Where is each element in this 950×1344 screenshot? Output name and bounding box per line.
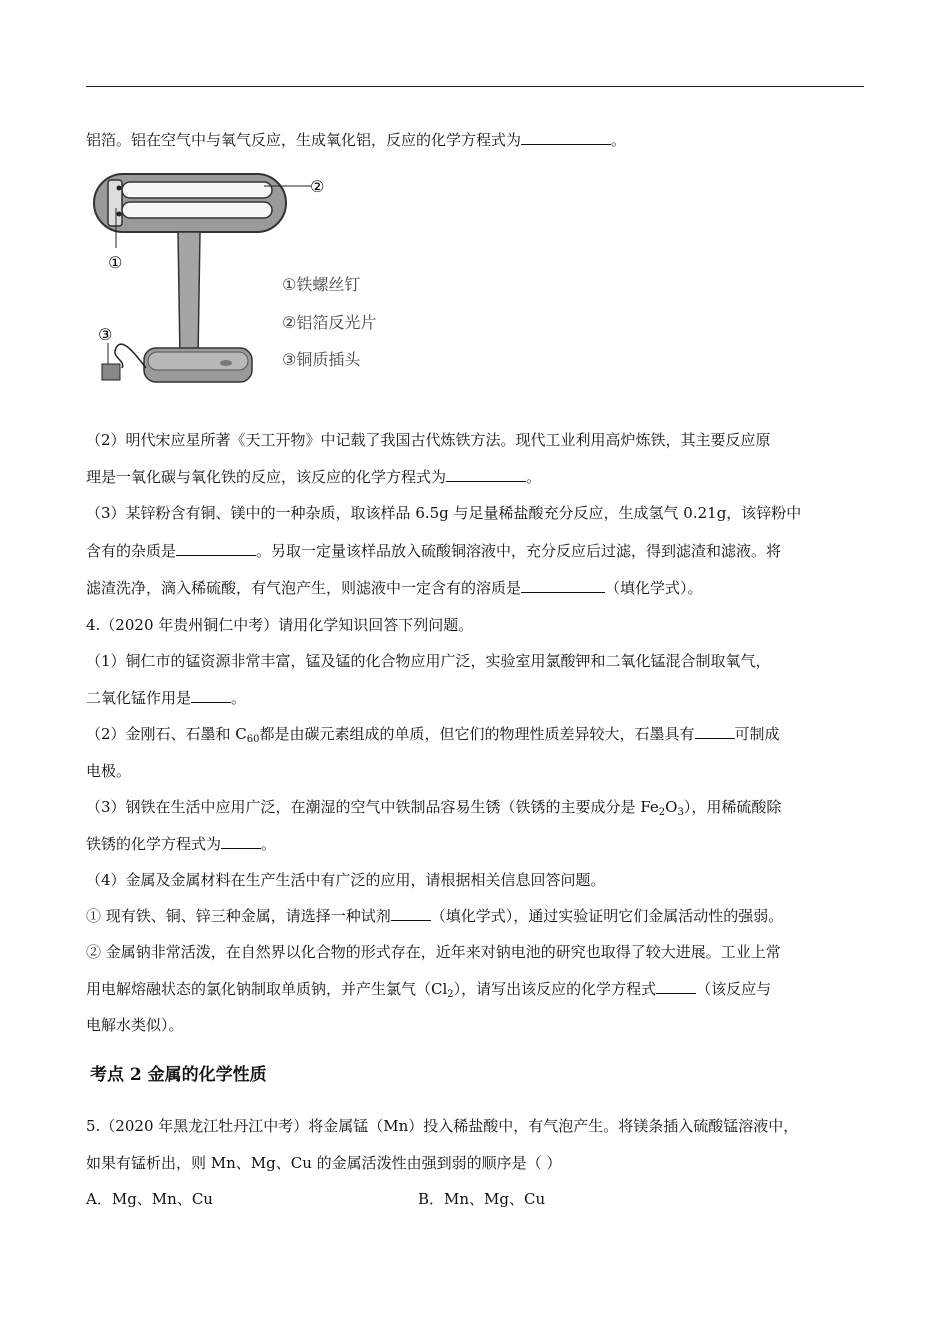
text-line: 铁锈的化学方程式为 。 <box>86 835 277 853</box>
answer-blank[interactable] <box>656 979 696 994</box>
text-line: 滤渣洗净，滴入稀硫酸，有气泡产生，则滤液中一定含有的溶质是 （填化学式）。 <box>86 579 703 597</box>
legend-1: ①铁螺丝钉 <box>282 275 361 294</box>
answer-blank[interactable] <box>521 130 611 145</box>
lamp-base-top <box>148 352 248 370</box>
screw <box>117 212 122 217</box>
answer-blank[interactable] <box>446 467 526 482</box>
text-line: 用电解熔融状态的氯化钠制取单质钠，并产生氯气$(Cl_2)$，请写出该反应的化学方程式 （该反应与 <box>86 980 772 1000</box>
text-line: 电解水类似）。 <box>86 1016 184 1034</box>
desk-lamp-figure <box>86 168 386 398</box>
text-line: （3）某锌粉含有铜、镁中的一种杂质，取该样品 6.5g 与足量稀盐酸充分反应，生成氢气 0.21g，该锌粉中 <box>86 504 802 522</box>
text-line: （3）钢铁在生活中应用广泛，在潮湿的空气中铁制品容易生锈（铁锈的主要成分是 $Fe_2O_3$），用稀硫酸除 <box>86 798 782 818</box>
copper-plug <box>102 364 120 380</box>
question-4: 4.（2020 年贵州铜仁中考）请用化学知识回答下列问题。 <box>86 616 474 634</box>
text-line: （2）金刚石、石墨和 $C_{60}$都是由碳元素组成的单质，但它们的物理性质差异较大，石墨具有 可制成 <box>86 725 780 745</box>
answer-blank[interactable] <box>521 578 605 593</box>
text-line: ② 金属钠非常活泼，在自然界以化合物的形式存在，近年来对钠电池的研究也取得了较大进展。工业上常 <box>86 943 781 961</box>
option-a[interactable]: A．Mg、Mn、Cu <box>86 1190 213 1208</box>
tube-lower <box>122 202 272 218</box>
text-line: 二氧化锰作用是 。 <box>86 689 247 707</box>
option-b[interactable]: B．Mn、Mg、Cu <box>418 1190 546 1208</box>
legend-2: ②铝箔反光片 <box>282 313 377 332</box>
text-line: ① 现有铁、铜、锌三种金属，请选择一种试剂 （填化学式），通过实验证明它们金属活动性的强弱。 <box>86 907 784 925</box>
marker-1: ① <box>108 253 123 272</box>
text-line: 含有的杂质是 。另取一定量该样品放入硫酸铜溶液中，充分反应后过滤，得到滤渣和滤液。将 <box>86 542 782 560</box>
switch <box>220 360 232 366</box>
text-line: 电极。 <box>86 762 132 780</box>
answer-blank[interactable] <box>176 541 256 556</box>
marker-2: ② <box>310 177 325 196</box>
question-5: 5.（2020 年黑龙江牡丹江中考）将金属锰（Mn）投入稀盐酸中，有气泡产生。将镁条插入硫酸锰溶液中， <box>86 1117 799 1135</box>
lamp-neck <box>178 232 200 358</box>
tube-upper <box>122 182 272 198</box>
answer-blank[interactable] <box>391 906 431 921</box>
text-line: 铝箔。铝在空气中与氧气反应，生成氧化铝，反应的化学方程式为 。 <box>86 131 627 149</box>
answer-blank[interactable] <box>695 724 735 739</box>
header-rule <box>86 86 864 87</box>
marker-3: ③ <box>98 325 113 344</box>
text-line: 理是一氧化碳与氧化铁的反应，该反应的化学方程式为 。 <box>86 468 542 486</box>
text-line: （2）明代宋应星所著《天工开物》中记载了我国古代炼铁方法。现代工业利用高炉炼铁，其主要反应原 <box>86 431 771 449</box>
text-line: （1）铜仁市的锰资源非常丰富，锰及锰的化合物应用广泛，实验室用氯酸钾和二氧化锰混合制取氧气， <box>86 652 771 670</box>
answer-blank[interactable] <box>191 688 231 703</box>
section-heading: 考点 2 金属的化学性质 <box>90 1065 267 1085</box>
answer-blank[interactable] <box>221 834 261 849</box>
text-line: 如果有锰析出，则 Mn、Mg、Cu 的金属活泼性由强到弱的顺序是（ ） <box>86 1154 562 1172</box>
text-line: （4）金属及金属材料在生产生活中有广泛的应用，请根据相关信息回答问题。 <box>86 871 606 889</box>
screw <box>117 186 122 191</box>
legend-3: ③铜质插头 <box>282 350 361 369</box>
